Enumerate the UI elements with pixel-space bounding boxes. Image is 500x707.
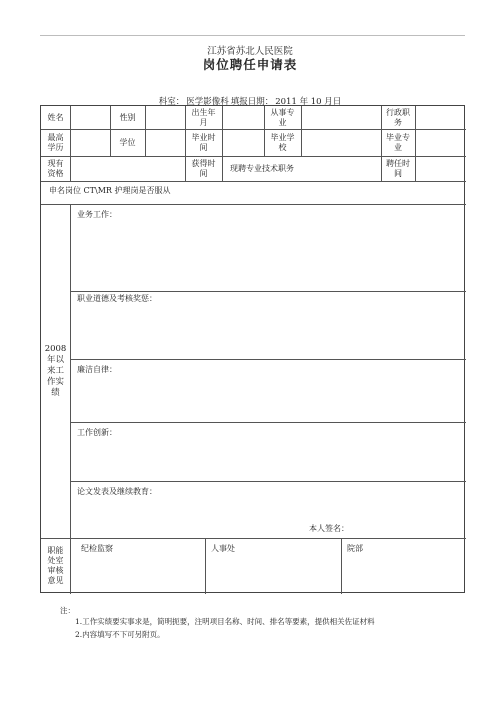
dept-value: 医学影像科 [186,97,229,107]
name-label: 姓名 [47,112,64,122]
degree-field[interactable] [145,129,185,156]
name-field[interactable] [70,106,110,129]
admin-post-field[interactable] [415,106,466,129]
form-title: 岗位聘任申请表 [202,57,298,72]
notes-section [60,604,375,641]
grad-school-field[interactable] [301,129,381,156]
col-divider [341,538,342,594]
row-divider [70,291,466,292]
qualification-label: 现有资格 [47,158,64,178]
discipline-label: 纪检监察 [81,544,113,553]
specialty-field[interactable] [301,106,381,129]
papers-education-label: 论文发表及继续教育： [77,487,157,496]
review-opinion-label: 职能处室审核意见 [47,546,64,585]
current-post-label: 现聘专业技术职务 [230,163,294,173]
grad-time-field[interactable] [222,129,264,156]
note-2: 2.内容填写不下可另附页。 [75,630,165,639]
hospital-name: 江苏省苏北人民医院 [207,46,293,57]
row-divider [41,181,466,182]
apply-post-question: 申名岗位 CT\MR 护理岗是否服从 [49,186,171,195]
row-divider [70,422,466,423]
grad-school-label: 毕业学校 [270,132,295,152]
row-divider [41,538,466,539]
birth-label: 出生年月 [191,107,216,127]
row-divider [70,481,466,482]
appoint-time-label: 聘任时间 [386,158,410,178]
grad-time-label: 毕业时间 [191,132,216,152]
specialty-label: 从事专业 [270,107,295,127]
grad-major-label: 毕业专业 [386,132,410,152]
grad-major-field[interactable] [415,129,466,156]
admin-post-label: 行政职务 [386,107,410,127]
gender-label: 性别 [119,112,136,122]
application-table [40,105,465,593]
degree-label: 学位 [119,137,136,147]
obtained-time-label: 获得时间 [191,158,216,178]
ethics-label: 职业道德及考核奖惩： [77,294,157,303]
innovation-label: 工作创新： [77,428,117,437]
education-field[interactable] [70,129,110,156]
work-performance-label: 2008年以来工作实绩 [44,343,67,398]
business-work-label: 业务工作： [77,210,117,219]
row-divider [41,204,466,205]
col-divider [205,538,206,594]
col-divider [70,204,71,594]
education-label: 最高学历 [47,132,64,152]
date-label: 填报日期： [230,97,274,107]
birth-field[interactable] [222,106,264,129]
appoint-time-field[interactable] [415,156,466,181]
dept-label: 科室： [158,97,185,107]
integrity-label: 廉洁自律： [77,365,117,374]
header-rule [40,35,465,36]
hr-dept-label: 人事处 [211,544,235,553]
hospital-dept-label: 院部 [347,544,363,553]
gender-field[interactable] [145,106,185,129]
note-1: 1.工作实绩要实事求是，简明扼要，注明项目名称、时间、排名等要素，提供相关佐证材料 [75,617,375,626]
date-value: 2011 年 10 月日 [275,97,342,107]
qualification-field[interactable] [70,156,185,181]
notes-label: 注： [60,606,75,615]
row-divider [70,359,466,360]
signature-label: 本人签名： [309,524,349,533]
